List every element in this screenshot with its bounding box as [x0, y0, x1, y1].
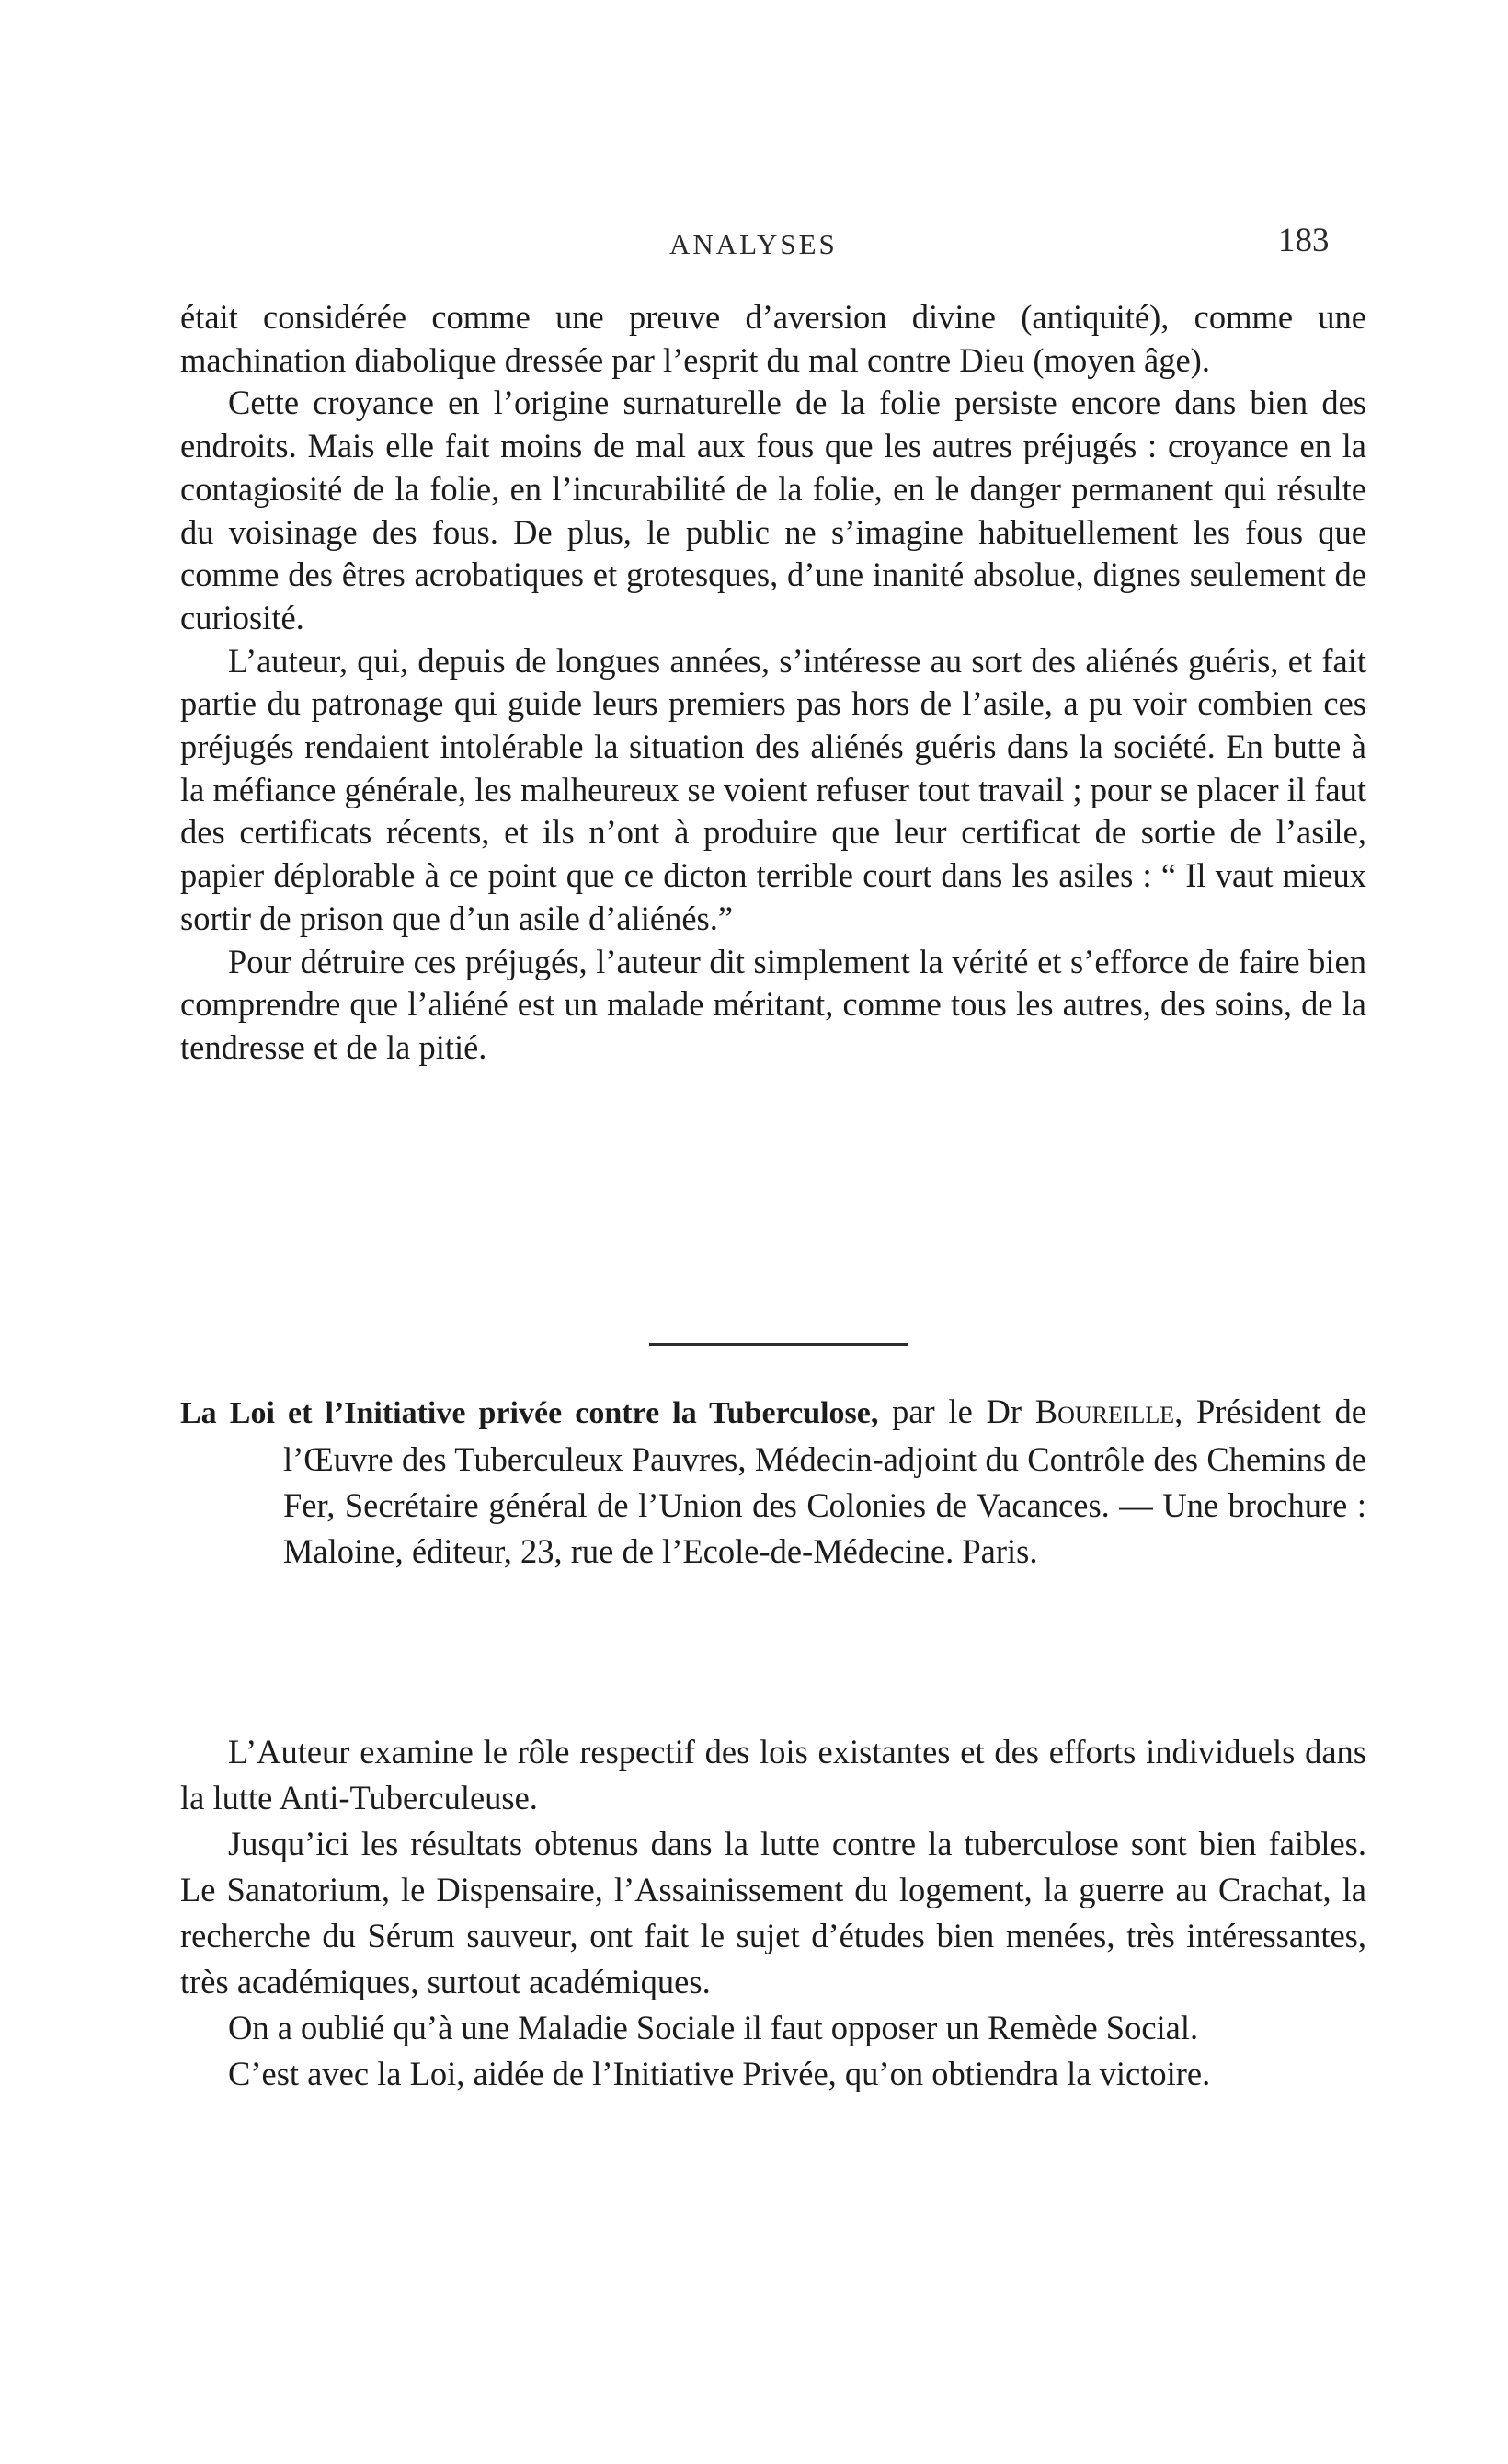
- entry-by: par le Dr: [892, 1392, 1022, 1430]
- page-number: 183: [1278, 222, 1330, 259]
- running-title: ANALYSES: [669, 228, 838, 260]
- paragraph: L’Auteur examine le rôle respectif des lois existantes et des efforts individuels dans la lutte Anti-Tuberculeuse.: [180, 1733, 1366, 1816]
- section-separator-rule: [649, 1343, 908, 1346]
- paragraph: était considérée comme une preuve d’aversion divine (antiquité), comme une machination diabolique dressée par l’esprit du mal contre Dieu (moyen âge).: [180, 298, 1366, 379]
- review-continuation: [180, 296, 1366, 1070]
- author-name: Boureille,: [1034, 1392, 1183, 1430]
- work-title: La Loi et l’Initiative privée contre la Tuberculose,: [180, 1396, 879, 1430]
- paragraph: Pour détruire ces préjugés, l’auteur dit simplement la vérité et s’efforce de faire bien comprendre que l’aliéné est un malade méritant, comme tous les autres, des soins, de la tendresse et de la pitié.: [180, 942, 1366, 1066]
- review-body: [180, 1729, 1366, 2097]
- running-head: [0, 221, 1508, 276]
- paragraph: L’auteur, qui, depuis de longues années, s’intéresse au sort des aliénés guéris, et fait partie du patronage qui guide leurs premiers pas hors de l’asile, a pu voir combien ces préjugés rendaient intolérable la situation des aliénés guéris dans la société. En butte à la méfiance générale, les malheureux se voient refuser tout travail ; pour se placer il faut des certificats récents, et ils n’ont à produire que leur certificat de sortie de l’asile, papier déplorable à ce point que ce dicton terrible court dans les asiles : “ Il vaut mieux sortir de prison que d’un asile d’aliénés.”: [180, 641, 1366, 937]
- paragraph: On a oublié qu’à une Maladie Sociale il faut opposer un Remède Social.: [228, 2009, 1199, 2046]
- entry-heading: [180, 1389, 1366, 1575]
- paragraph: C’est avec la Loi, aidée de l’Initiative Privée, qu’on obtiendra la victoire.: [228, 2055, 1211, 2092]
- paragraph: Cette croyance en l’origine surnaturelle de la folie persiste encore dans bien des endroits. Mais elle fait moins de mal aux fous que les autres préjugés : croyance en la contagiosité de la folie, en l’incurabilité de la folie, en le danger permanent qui résulte du voisinage des fous. De plus, le public ne s’imagine habituellement les fous que comme des êtres acrobatiques et grotesques, d’une inanité absolue, dignes seulement de curiosité.: [180, 384, 1366, 636]
- paragraph: Jusqu’ici les résultats obtenus dans la lutte contre la tuberculose sont bien faibles. Le Sanatorium, le Dispensaire, l’Assainissement du logement, la guerre au Crachat, la recherche du Sérum sauveur, ont fait le sujet d’études bien menées, très intéressantes, très académiques, surtout académiques.: [180, 1825, 1366, 2000]
- entry-details: Président de l’Œuvre des Tuberculeux Pauvres, Médecin-adjoint du Contrôle des Chemins de Fer, Secrétaire général de l’Union des Colonies de Vacances. — Une brochure : Maloine, éditeur, 23, rue de l’Ecole-de-Médecine. Paris.: [283, 1392, 1367, 1570]
- bibliographic-entry: [180, 1389, 1366, 1575]
